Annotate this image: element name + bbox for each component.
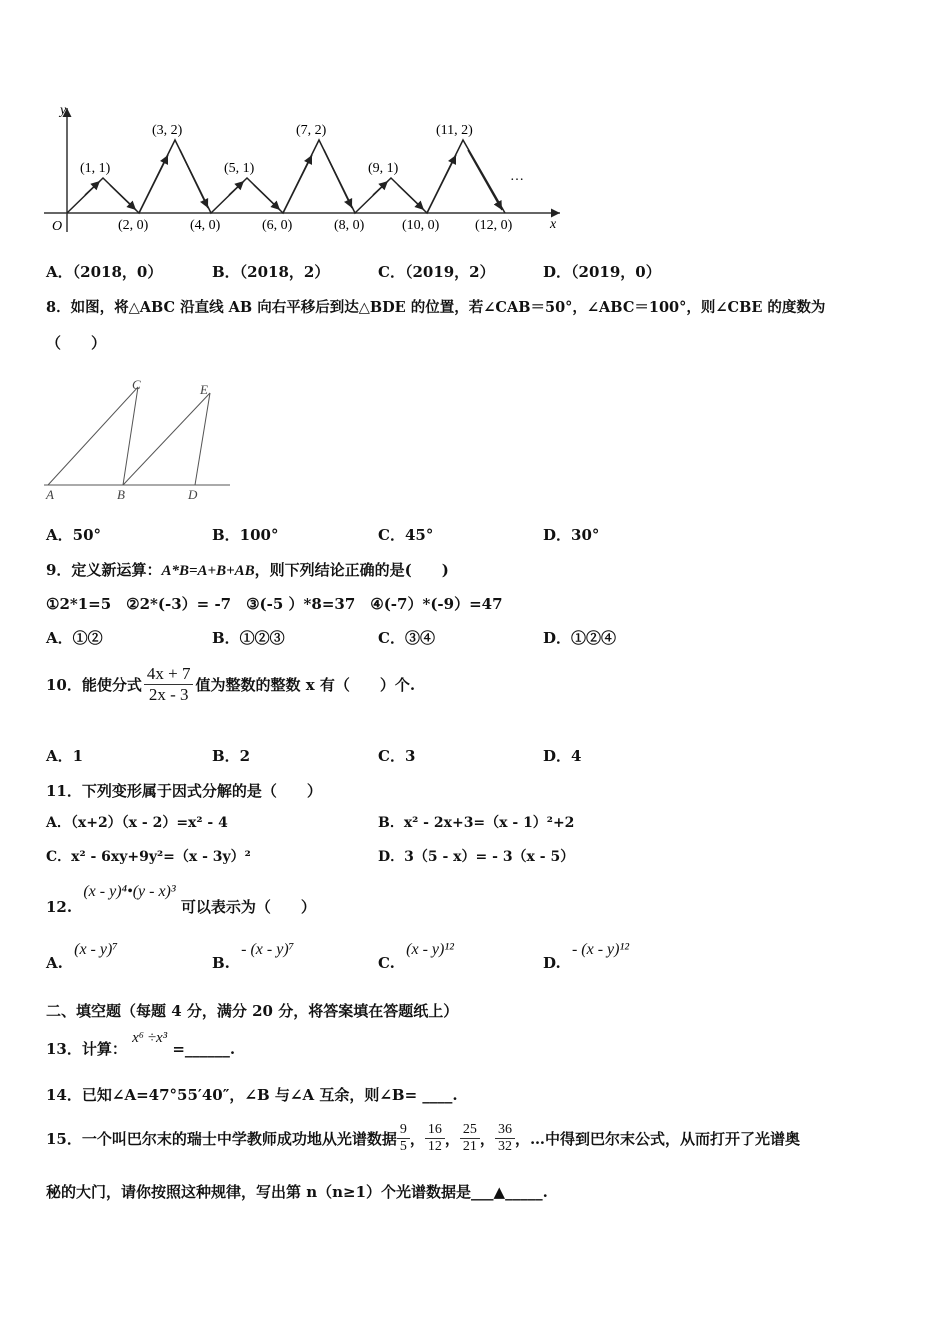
q13-prefix: 13．计算：	[46, 1040, 127, 1058]
q10-option-d: D．4	[543, 747, 582, 765]
q15-fraction-1	[397, 1122, 410, 1155]
q10-suffix: 值为整数的整数 x 有（ ）个.	[195, 675, 416, 694]
q15-suffix: ，…中得到巴尔末公式，从而打开了光谱奥	[514, 1129, 800, 1148]
q8-text: 8．如图，将△ABC 沿直线 AB 向右平移后到达△BDE 的位置，若∠CAB＝50°，∠ABC＝100°，则∠CBE 的度数为	[46, 299, 826, 316]
segment-arrow	[139, 155, 168, 213]
section-title: 二、填空题（每题 4 分，满分 20 分，将答案填在答题纸上）	[46, 1002, 459, 1020]
ellipsis-label: …	[510, 169, 524, 184]
segment-arrow	[468, 150, 502, 210]
segment-arrow	[110, 185, 136, 210]
segment-arrow	[324, 150, 352, 208]
q8-bracket: （ ）	[46, 334, 107, 352]
q15-fraction-1-den: 5	[399, 1138, 407, 1154]
q8-option-a: A．50°	[46, 526, 102, 544]
q13-suffix: =______.	[172, 1040, 236, 1058]
q12-option-c	[378, 940, 454, 974]
q15-fraction-2-den: 12	[427, 1138, 442, 1154]
q15-fraction-1-num: 9	[397, 1122, 410, 1139]
q15-separator: ，	[444, 1129, 460, 1148]
point-e-label: E	[200, 382, 208, 397]
q12-suffix: 可以表示为（ ）	[180, 898, 316, 916]
segment-arrow	[398, 185, 424, 210]
peak-label: (11, 2)	[436, 123, 473, 138]
zero-label: (2, 0)	[118, 218, 149, 233]
q11-option-a: A．（x+2）（x - 2）=x² - 4	[46, 815, 228, 831]
q9-formula: A*B=A+B+AB	[161, 563, 255, 579]
q12-option-c-label: C.	[378, 954, 395, 972]
q12-number: 12.	[46, 898, 73, 916]
segment-arrow	[427, 155, 456, 213]
segment-arrow	[254, 185, 280, 210]
q15-prefix: 15．一个叫巴尔末的瑞士中学教师成功地从光谱数据	[46, 1129, 397, 1148]
q9-statements: ①2*1=5 ②2*(-3）= -7 ③(-5 ）*8=37 ④(-7）*(-9）=47	[46, 595, 503, 613]
q9-option-a: A．①②	[46, 629, 103, 647]
y-axis-label: y	[60, 103, 67, 118]
q12-option-a-label: A.	[46, 954, 63, 972]
q12-option-d-expr: - (x - y)¹²	[571, 941, 630, 958]
peak-label: (1, 1)	[80, 161, 111, 176]
peak-label: (9, 1)	[368, 161, 399, 176]
q15-separator: ，	[409, 1129, 425, 1148]
point-c-label: C	[132, 377, 141, 392]
q7-option-a: A．（2018，0）	[46, 263, 163, 281]
q9-option-c: C．③④	[378, 629, 435, 647]
q15-fraction-3-num: 25	[460, 1122, 480, 1139]
zero-label: (4, 0)	[190, 218, 221, 233]
q15-fraction-2-num: 16	[425, 1122, 445, 1139]
x-axis-label: x	[550, 217, 557, 232]
q12-option-c-expr: (x - y)¹²	[406, 941, 454, 958]
q15-fraction-4-num: 36	[495, 1122, 515, 1139]
q12-text	[46, 880, 316, 920]
q12-expression: (x - y)⁴•(y - x)³	[83, 883, 176, 900]
q10-prefix: 10．能使分式	[46, 675, 142, 694]
zero-label: (10, 0)	[402, 218, 440, 233]
peak-label: (5, 1)	[224, 161, 255, 176]
segment-arrow	[180, 150, 208, 208]
segment-arrow	[85, 181, 100, 195]
q9-text	[46, 559, 449, 580]
q11-option-c: C．x² - 6xy+9y²=（x - 3y）²	[46, 849, 251, 865]
q9-suffix: ，则下列结论正确的是( )	[254, 561, 449, 579]
q8-option-d: D．30°	[543, 526, 600, 544]
q9-option-b: B．①②③	[212, 629, 285, 647]
segment-arrow	[229, 181, 244, 195]
origin-label: O	[52, 219, 63, 234]
q11-option-b: B．x² - 2x+3=（x - 1）²+2	[378, 815, 575, 831]
segment-arrow	[283, 155, 312, 213]
side-ac	[48, 387, 138, 485]
q7-option-b: B．（2018，2）	[212, 263, 330, 281]
side-bc	[123, 387, 138, 485]
q15-fraction-4-den: 32	[497, 1138, 512, 1154]
q12-option-a	[46, 940, 118, 974]
peak-label: (3, 2)	[152, 123, 183, 138]
q10-option-b: B．2	[212, 747, 251, 765]
q10-text	[46, 659, 415, 709]
zigzag-line	[67, 140, 505, 213]
q15-fraction-3-den: 21	[462, 1138, 477, 1154]
point-a-label: A	[46, 487, 54, 502]
peak-label: (7, 2)	[296, 123, 327, 138]
zero-label: (8, 0)	[334, 218, 365, 233]
q13-expression: x⁶ ÷x³	[132, 1030, 168, 1046]
q15-fraction-2	[425, 1122, 445, 1155]
q9-option-d: D．①②④	[543, 629, 617, 647]
q13-text	[46, 1026, 235, 1062]
q12-option-d	[543, 940, 629, 974]
zero-label: (12, 0)	[475, 218, 513, 233]
q11-text: 11．下列变形属于因式分解的是（ ）	[46, 782, 322, 800]
point-d-label: D	[188, 487, 198, 502]
q10-option-a: A．1	[46, 747, 84, 765]
q12-option-b-expr: - (x - y)⁷	[241, 941, 295, 958]
q8-option-c: C．45°	[378, 526, 434, 544]
zero-label: (6, 0)	[262, 218, 293, 233]
q10-option-c: C．3	[378, 747, 416, 765]
q7-option-d: D．（2019，0）	[543, 263, 661, 281]
q12-option-b	[212, 940, 294, 974]
triangle-translation-figure	[40, 375, 240, 505]
q15-fraction-4	[495, 1122, 515, 1155]
zigzag-graph	[40, 100, 570, 240]
q12-option-a-expr: (x - y)⁷	[74, 941, 118, 958]
q10-denominator: 2x - 3	[148, 684, 189, 704]
q9-prefix: 9．定义新运算：	[46, 561, 162, 579]
q11-option-d: D．3（5 - x）= - 3（x - 5）	[378, 849, 575, 865]
q12-option-b-label: B.	[212, 954, 230, 972]
q10-numerator: 4x + 7	[144, 664, 194, 685]
q15-fraction-3	[460, 1122, 480, 1155]
q15-separator: ，	[479, 1129, 495, 1148]
q10-fraction	[144, 664, 194, 705]
q7-option-c: C．（2019，2）	[378, 263, 495, 281]
q8-option-b: B．100°	[212, 526, 279, 544]
q15-line2: 秘的大门，请你按照这种规律，写出第 n（n≥1）个光谱数据是___▲_____.	[46, 1183, 548, 1201]
point-b-label: B	[117, 487, 125, 502]
segment-arrow	[373, 181, 388, 195]
q14-text: 14．已知∠A=47°55′40″，∠B 与∠A 互余，则∠B= ____.	[46, 1086, 458, 1104]
q12-option-d-label: D.	[543, 954, 561, 972]
q15-text	[46, 1116, 800, 1160]
